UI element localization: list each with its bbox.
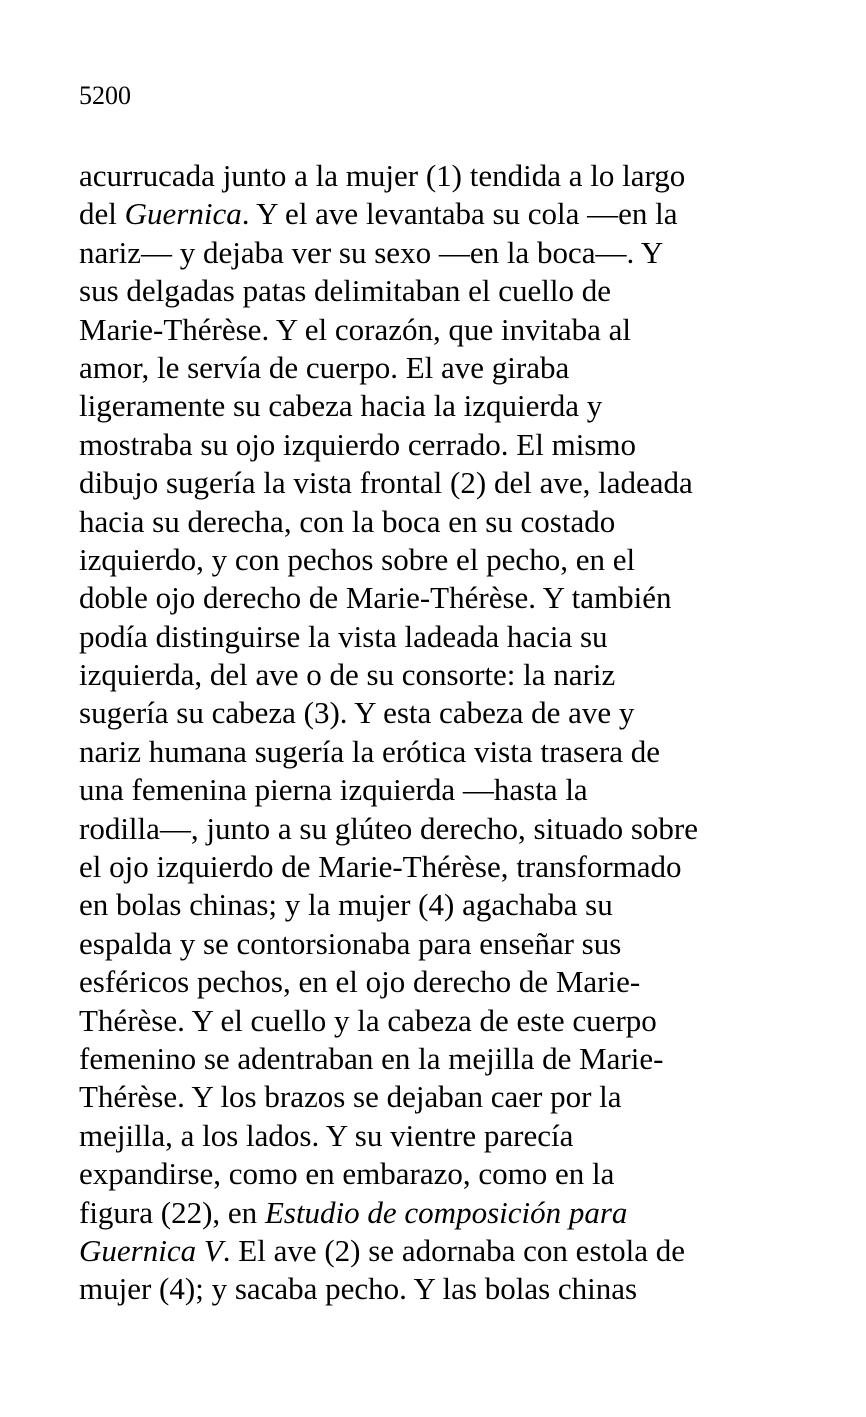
- text-segment: Thérèse. Y el cuello y la cabeza de este cuerpo: [79, 1002, 657, 1038]
- text-line: [79, 1117, 748, 1155]
- text-line: [79, 1155, 748, 1193]
- text-line: [79, 272, 748, 310]
- text-line: [79, 1194, 748, 1232]
- text-line: [79, 656, 748, 694]
- text-segment: nariz— y dejaba ver su sexo —en la boca—. Y: [79, 234, 664, 270]
- text-line: [79, 579, 748, 617]
- text-line: [79, 1002, 748, 1040]
- page-number: 5200: [79, 81, 131, 110]
- text-line: [79, 349, 748, 387]
- text-segment: una femenina pierna izquierda —hasta la: [79, 772, 588, 808]
- text-segment: hacia su derecha, con la boca en su costado: [79, 503, 616, 539]
- text-segment: rodilla—, junto a su glúteo derecho, situado sobre: [79, 810, 699, 846]
- text-line: [79, 618, 748, 656]
- text-segment: doble ojo derecho de Marie-Thérèse. Y también: [79, 580, 672, 616]
- text-segment: mujer (4); y sacaba pecho. Y las bolas chinas: [79, 1271, 638, 1307]
- text-line: [79, 1040, 748, 1078]
- text-line: [79, 464, 748, 502]
- text-line: [79, 886, 748, 924]
- text-segment: podía distinguirse la vista ladeada hacia su: [79, 618, 608, 654]
- text-line: [79, 195, 748, 233]
- text-segment: femenino se adentraban en la mejilla de Marie-: [79, 1040, 664, 1076]
- text-line: [79, 1270, 748, 1308]
- text-segment: . Y el ave levantaba su cola —en la: [241, 196, 678, 232]
- text-segment: Thérèse. Y los brazos se dejaban caer por la: [79, 1079, 622, 1115]
- text-segment: en bolas chinas; y la mujer (4) agachaba su: [79, 887, 613, 923]
- italic-title-text: Guernica V: [79, 1232, 223, 1268]
- text-segment: dibujo sugería la vista frontal (2) del ave, ladeada: [79, 465, 693, 501]
- text-line: [79, 1078, 748, 1116]
- text-segment: sus delgadas patas delimitaban el cuello de: [79, 273, 611, 309]
- text-line: [79, 157, 748, 195]
- text-line: [79, 848, 748, 886]
- text-line: [79, 925, 748, 963]
- text-line: [79, 311, 748, 349]
- text-segment: izquierdo, y con pechos sobre el pecho, en el: [79, 541, 636, 577]
- text-segment: ligeramente su cabeza hacia la izquierda y: [79, 388, 603, 424]
- text-line: [79, 810, 748, 848]
- text-segment: acurrucada junto a la mujer (1) tendida a lo largo: [79, 158, 686, 193]
- text-line: [79, 426, 748, 464]
- italic-title-text: Guernica: [124, 196, 242, 232]
- text-line: [79, 234, 748, 272]
- text-line: [79, 541, 748, 579]
- text-segment: el ojo izquierdo de Marie-Thérèse, transformado: [79, 849, 682, 885]
- text-segment: sugería su cabeza (3). Y esta cabeza de ave y: [79, 695, 635, 731]
- text-segment: esféricos pechos, en el ojo derecho de Marie-: [79, 964, 641, 1000]
- text-line: [79, 963, 748, 1001]
- text-line: [79, 733, 748, 771]
- text-segment: figura (22), en: [79, 1194, 265, 1230]
- text-line: [79, 771, 748, 809]
- text-segment: del: [79, 196, 125, 232]
- text-segment: izquierda, del ave o de su consorte: la nariz: [79, 657, 616, 693]
- text-segment: amor, le servía de cuerpo. El ave giraba: [79, 349, 570, 385]
- text-segment: expandirse, como en embarazo, como en la: [79, 1156, 615, 1192]
- text-segment: mejilla, a los lados. Y su vientre parecía: [79, 1117, 574, 1153]
- body-text: [79, 157, 748, 1309]
- italic-title-text: Estudio de composición para: [264, 1194, 628, 1230]
- text-segment: mostraba su ojo izquierdo cerrado. El mismo: [79, 426, 637, 462]
- text-segment: . El ave (2) se adornaba con estola de: [222, 1232, 685, 1268]
- text-line: [79, 694, 748, 732]
- text-segment: Marie-Thérèse. Y el corazón, que invitaba al: [79, 311, 631, 347]
- text-line: [79, 387, 748, 425]
- text-segment: nariz humana sugería la erótica vista trasera de: [79, 733, 660, 769]
- text-segment: espalda y se contorsionaba para enseñar sus: [79, 925, 622, 961]
- text-line: [79, 1232, 748, 1270]
- text-line: [79, 503, 748, 541]
